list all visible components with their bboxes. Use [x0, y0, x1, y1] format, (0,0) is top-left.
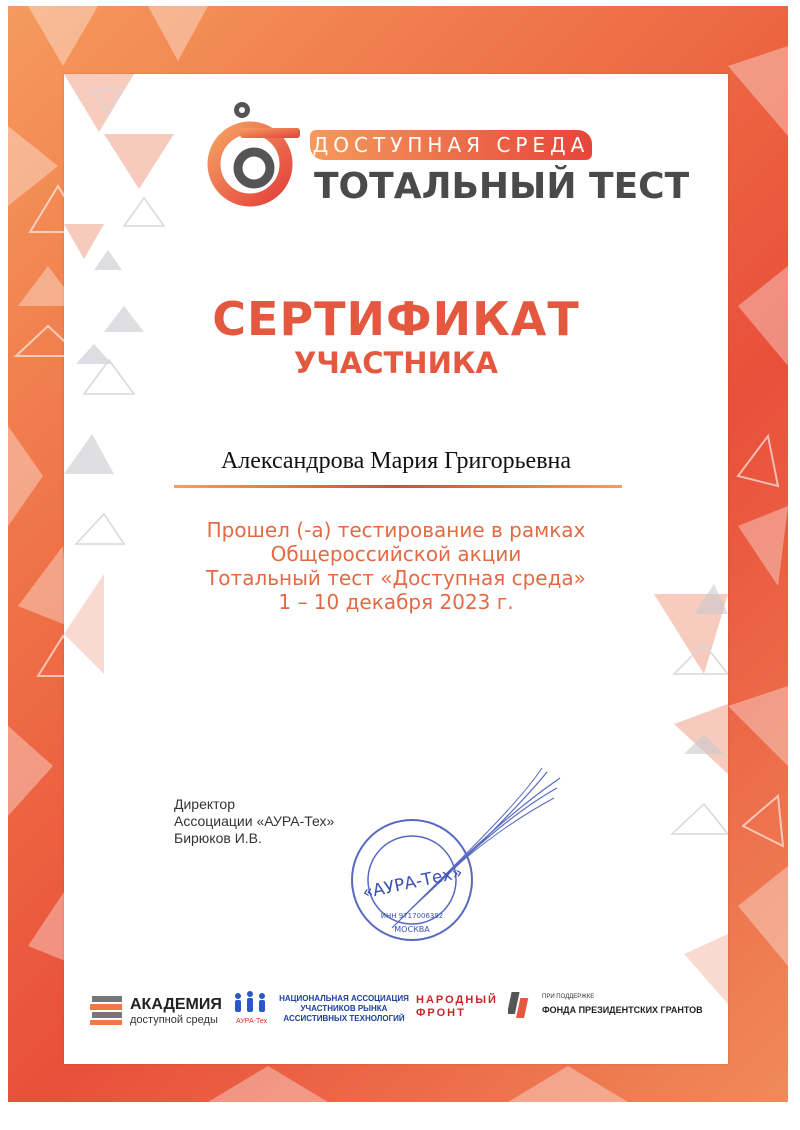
signature-line: Директор: [174, 796, 235, 812]
presidential-grants-logo: [508, 990, 703, 1025]
academy-line2: доступной среды: [130, 1014, 218, 1026]
certificate-body: [64, 518, 728, 614]
body-line: Прошел (-а) тестирование в рамках: [206, 518, 586, 542]
aura-figures-icon: [230, 990, 272, 1018]
logo-title: ТОТАЛЬНЫЙ ТЕСТ: [314, 166, 690, 207]
stamp-inn-text: ИНН 9717006392: [380, 912, 444, 920]
aura-small-label: АУРА-Тех: [236, 1018, 268, 1025]
stamp-bottom-text: МОСКВА: [394, 925, 430, 934]
certificate-subtitle: УЧАСТНИКА: [294, 346, 498, 380]
partner-logos: [84, 990, 724, 1030]
body-line: Общероссийской акции: [270, 542, 522, 566]
dostupnaya-sreda-logo-icon: [200, 98, 310, 208]
signature-block: [174, 796, 334, 847]
signature-line: Ассоциации «АУРА-Тех»: [174, 813, 335, 829]
grants-line2: ФОНДА ПРЕЗИДЕНТСКИХ ГРАНТОВ: [542, 1005, 703, 1015]
aura-line1: НАЦИОНАЛЬНАЯ АССОЦИАЦИЯ: [279, 994, 409, 1003]
front-text: [416, 994, 498, 1020]
body-line: 1 – 10 декабря 2023 г.: [278, 590, 514, 614]
aura-line3: АССИСТИВНЫХ ТЕХНОЛОГИЙ: [283, 1014, 405, 1023]
grants-emblem-icon: [508, 990, 538, 1020]
certificate-title: СЕРТИФИКАТ: [212, 292, 580, 346]
signature-line: Бирюков И.В.: [174, 830, 262, 846]
logo-banner: ДОСТУПНАЯ СРЕДА: [310, 130, 592, 160]
body-line: Тотальный тест «Доступная среда»: [206, 566, 586, 590]
books-icon: [90, 990, 126, 1026]
certificate-paper: [64, 74, 728, 1064]
certificate-frame: [8, 6, 788, 1102]
aura-line2: УЧАСТНИКОВ РЫНКА: [300, 1004, 388, 1013]
aura-text: [274, 994, 414, 1024]
stamp-center-text: «АУРА-Тех»: [360, 862, 465, 904]
aura-tech-logo: [230, 990, 409, 1025]
academy-logo: [90, 990, 222, 1031]
front-line2: ФРОНТ: [416, 1007, 466, 1019]
name-underline: [174, 485, 622, 488]
recipient-name: Александрова Мария Григорьевна: [220, 448, 572, 474]
grants-line1: ПРИ ПОДДЕРЖКЕ: [542, 994, 595, 1000]
academy-line1: АКАДЕМИЯ: [130, 996, 222, 1013]
front-line1: НАРОДНЫЙ: [416, 994, 498, 1006]
organization-stamp: [332, 758, 562, 958]
